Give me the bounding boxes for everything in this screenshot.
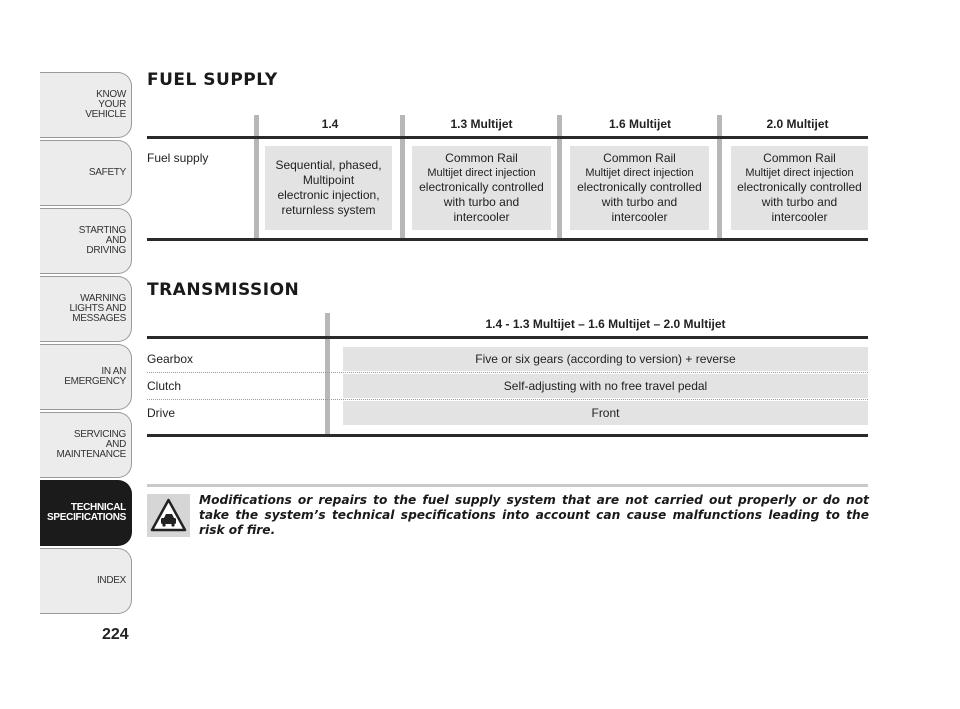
cell-text: with turbo and: [761, 195, 838, 209]
row-label-drive: Drive: [147, 406, 176, 420]
cell-text: Sequential, phased,: [275, 158, 382, 172]
column-header-1-6-multijet: 1.6 Multijet: [608, 117, 671, 131]
tab-label: SPECIFICATIONS: [47, 512, 126, 523]
tab-label: YOUR: [98, 99, 126, 110]
fuel-supply-cell-1-4: [265, 146, 392, 230]
column-divider: [717, 115, 722, 240]
cell-text: electronic injection,: [277, 188, 380, 202]
tab-technical-specifications[interactable]: [40, 480, 132, 546]
tab-label: KNOW: [96, 89, 126, 100]
warning-text: Modifications or repairs to the fuel supply system that are not carried out properly or do not take the system’s technical specifications into account can cause malfunctions leading to the risk of fire.: [199, 493, 869, 537]
tab-label: WARNING: [80, 293, 126, 304]
fuel-supply-cell-1-3-multijet: [412, 146, 551, 230]
row-label-gearbox: Gearbox: [147, 352, 194, 366]
cell-text: returnless system: [281, 203, 376, 217]
column-divider: [325, 313, 330, 437]
tab-label: SAFETY: [88, 167, 126, 178]
column-header-1-4: 1.4: [321, 117, 339, 131]
column-header-1-3-multijet: 1.3 Multijet: [450, 117, 513, 131]
row-label-clutch: Clutch: [147, 379, 182, 393]
table-rule: [147, 434, 868, 437]
table-rule: [147, 336, 868, 339]
tab-in-an-emergency[interactable]: [40, 344, 132, 410]
cell-text: with turbo and: [601, 195, 678, 209]
fuel-supply-cell-1-6-multijet: [570, 146, 709, 230]
drive-value: Front: [343, 401, 868, 425]
cell-text: electronically controlled: [737, 180, 862, 194]
cell-text: Common Rail: [445, 151, 518, 165]
column-divider: [400, 115, 405, 240]
column-header-2-0-multijet: 2.0 Multijet: [766, 117, 829, 131]
cell-text: intercooler: [771, 210, 828, 224]
cell-text: intercooler: [453, 210, 510, 224]
tab-label: STARTING: [78, 225, 126, 236]
row-divider: [147, 372, 868, 373]
clutch-value: Self-adjusting with no free travel pedal: [343, 374, 868, 398]
page-number: 224: [102, 626, 129, 643]
cell-text: electronically controlled: [577, 180, 702, 194]
tab-label: IN AN: [101, 366, 126, 377]
tab-know-your-vehicle[interactable]: [40, 72, 132, 138]
cell-text: intercooler: [611, 210, 668, 224]
tab-label: TECHNICAL: [70, 502, 126, 513]
tab-label: MAINTENANCE: [56, 449, 126, 460]
gearbox-value: Five or six gears (according to version) + reverse: [343, 347, 868, 371]
cell-text: electronically controlled: [419, 180, 544, 194]
cell-text: Multijet direct injection: [427, 167, 536, 179]
table-rule: [147, 238, 868, 241]
tab-label: VEHICLE: [85, 109, 126, 120]
column-divider: [557, 115, 562, 240]
tab-index[interactable]: [40, 548, 132, 614]
tab-label: SERVICING: [73, 429, 126, 440]
tab-warning-lights-and-messages[interactable]: [40, 276, 132, 342]
column-divider: [254, 115, 259, 240]
tab-label: DRIVING: [86, 245, 126, 256]
table-rule: [147, 136, 868, 139]
tab-label: INDEX: [96, 575, 126, 586]
cell-text: Multijet direct injection: [585, 167, 694, 179]
fuel-supply-heading: FUEL SUPPLY: [147, 70, 278, 90]
cell-text: Multipoint: [302, 173, 355, 187]
cell-text: Multijet direct injection: [745, 167, 854, 179]
tab-label: MESSAGES: [72, 313, 126, 324]
tab-servicing-and-maintenance[interactable]: [40, 412, 132, 478]
cell-text: Common Rail: [603, 151, 676, 165]
tab-label: AND: [105, 439, 126, 450]
tab-starting-and-driving[interactable]: [40, 208, 132, 274]
warning-separator: [147, 484, 868, 487]
transmission-heading: TRANSMISSION: [147, 280, 300, 300]
tab-label: AND: [105, 235, 126, 246]
tab-safety[interactable]: [40, 140, 132, 206]
tab-label: EMERGENCY: [64, 376, 126, 387]
transmission-column-header: 1.4 - 1.3 Multijet – 1.6 Multijet – 2.0 Multijet: [485, 317, 726, 331]
row-divider: [147, 399, 868, 400]
cell-text: with turbo and: [443, 195, 520, 209]
fire-warning-icon: [147, 494, 190, 537]
tab-label: LIGHTS AND: [69, 303, 126, 314]
row-label-fuel-supply: Fuel supply: [147, 151, 209, 165]
fuel-supply-cell-2-0-multijet: [731, 146, 868, 230]
cell-text: Common Rail: [763, 151, 836, 165]
